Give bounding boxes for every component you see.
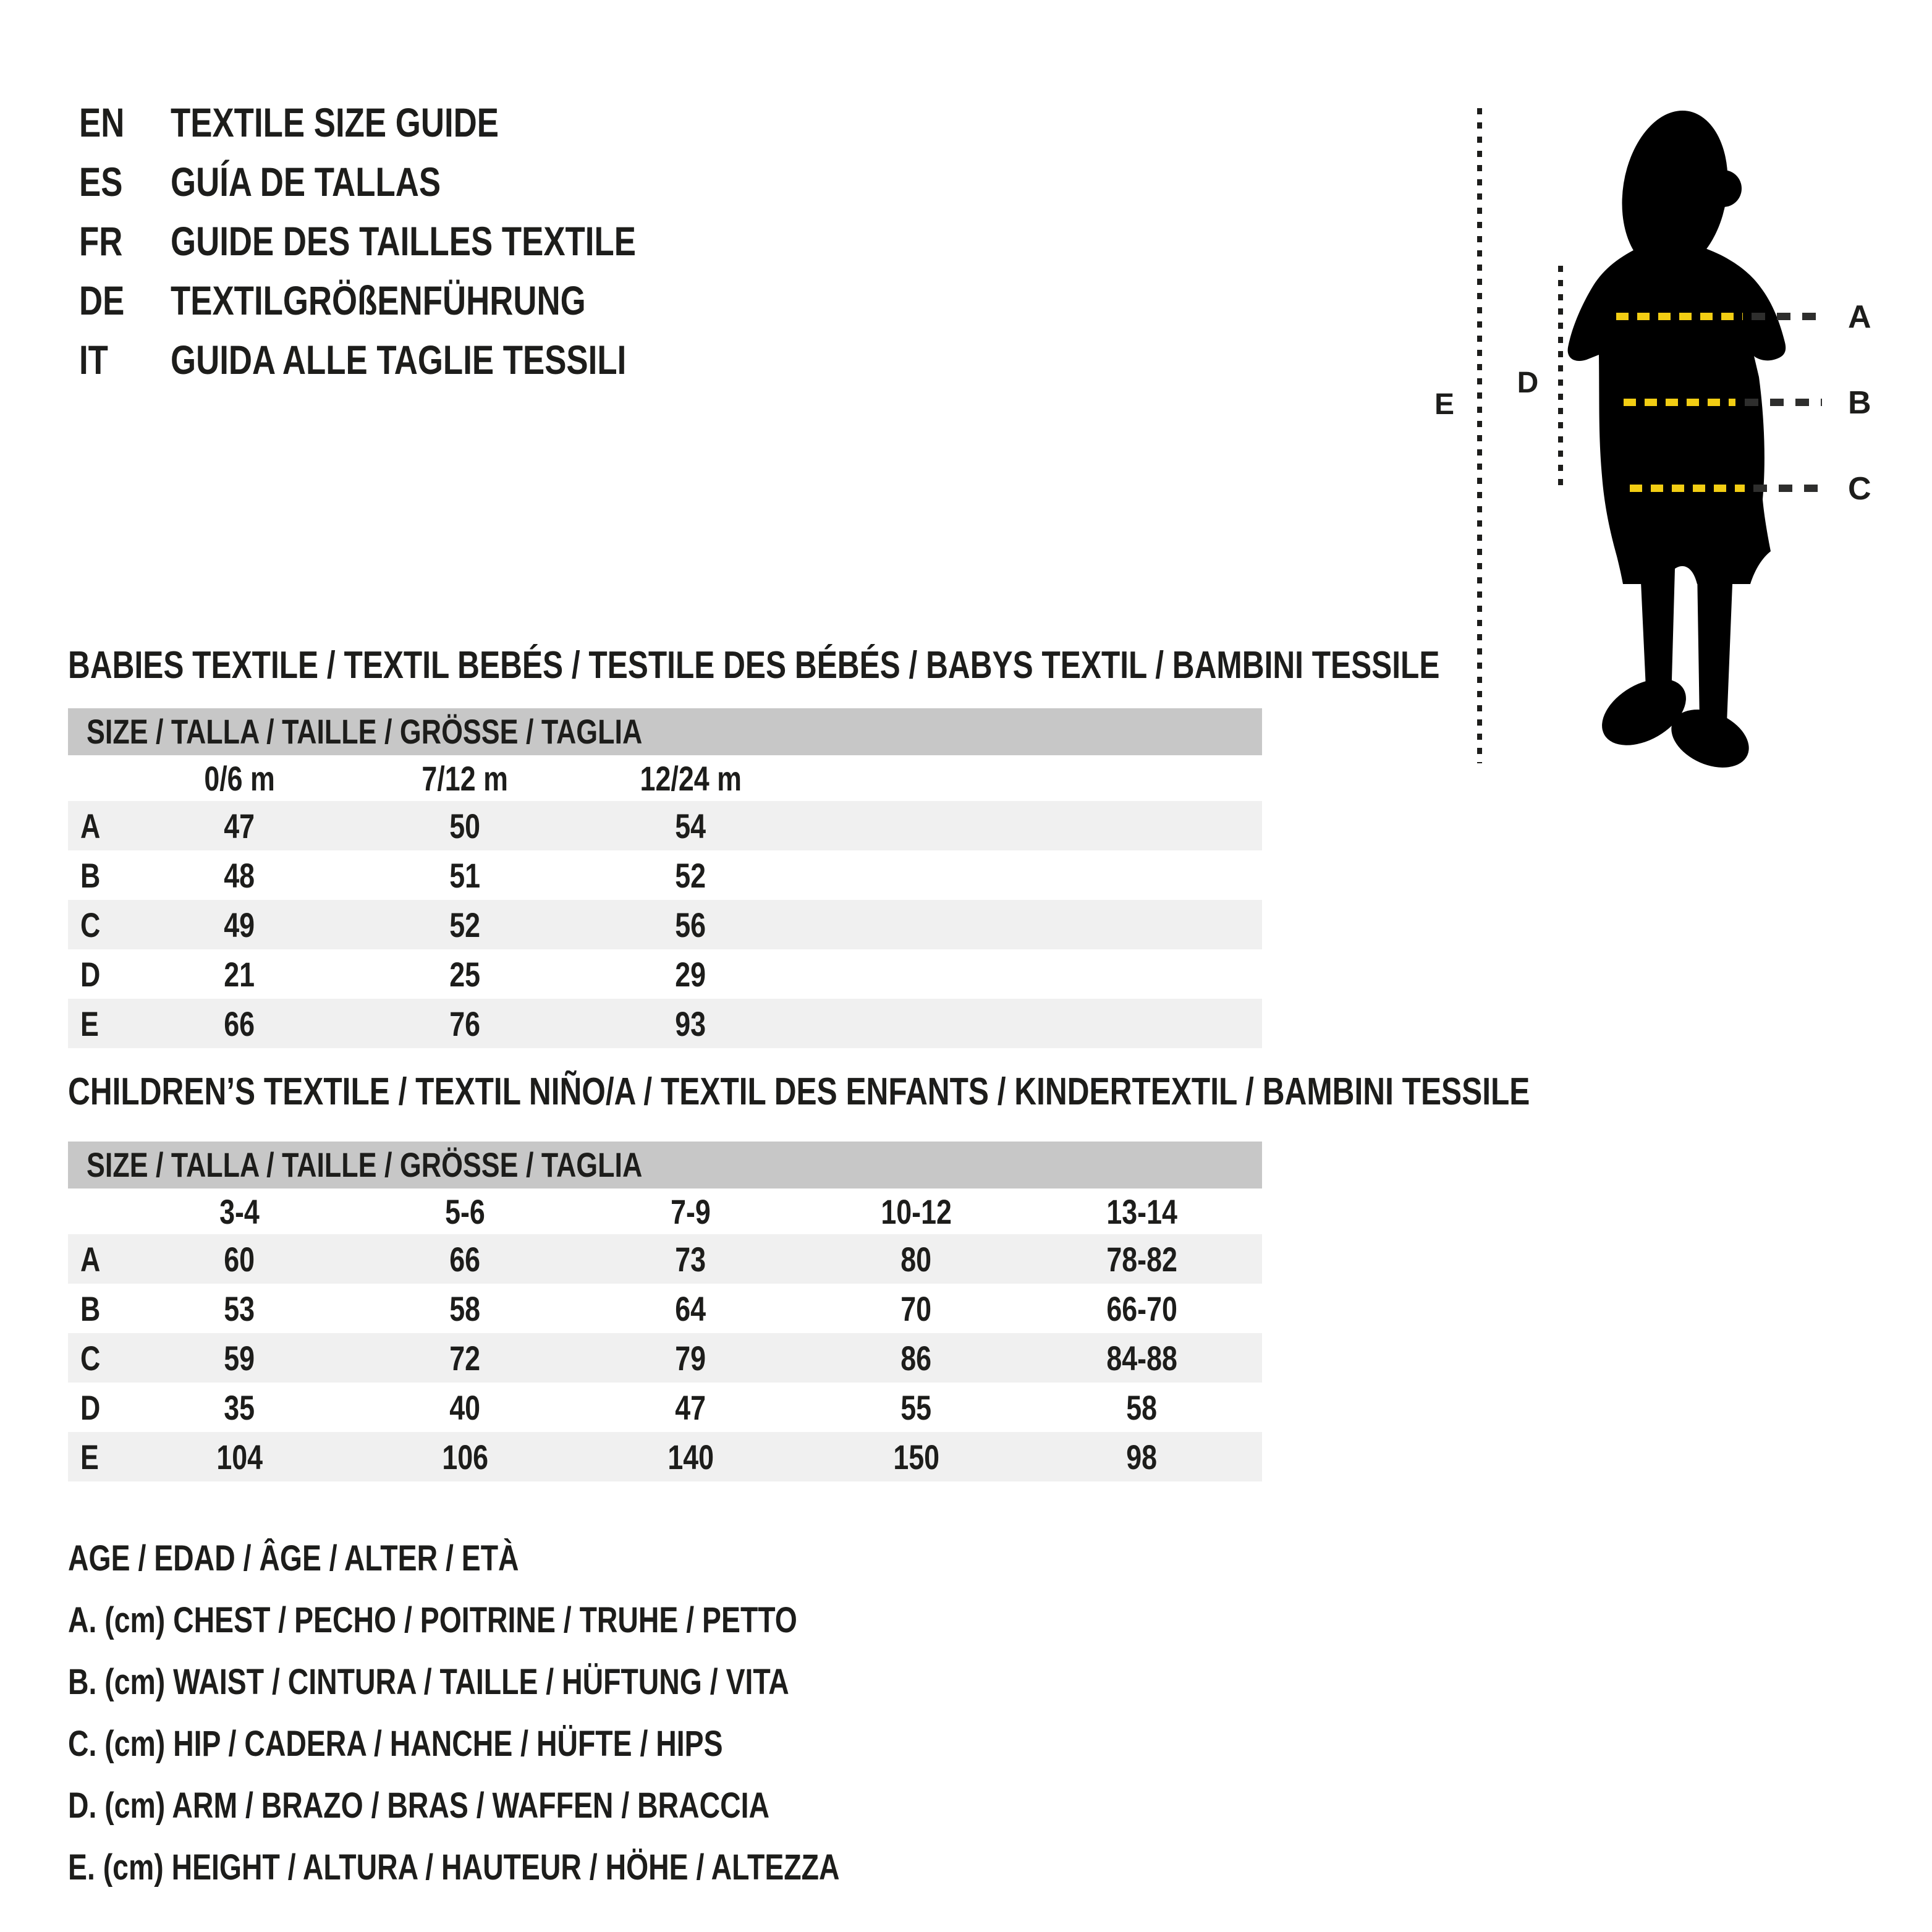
empty-cell <box>1255 1333 1262 1383</box>
babies-table-row-b <box>68 850 1262 900</box>
cell-value <box>1029 1284 1255 1333</box>
cell-value <box>127 999 352 1048</box>
row-label <box>68 801 127 850</box>
babies-column-header <box>127 755 352 801</box>
children-column-header <box>578 1188 803 1234</box>
language-title-list <box>79 93 752 389</box>
cell-value-text: 66 <box>449 1239 481 1279</box>
legend-line-hip <box>68 1713 1033 1775</box>
cell-value <box>127 801 352 850</box>
cell-value-text: 49 <box>224 905 255 944</box>
cell-value-text: 72 <box>449 1338 481 1378</box>
cell-value-text: 150 <box>893 1437 939 1477</box>
language-code-text: EN <box>79 100 125 145</box>
children-column-header-text: 13-14 <box>1106 1192 1177 1231</box>
empty-cell <box>803 900 1262 949</box>
row-label-text: A <box>80 806 101 845</box>
babies-section-title <box>68 644 1440 687</box>
cell-value <box>578 999 803 1048</box>
legend-line-chest <box>68 1590 1033 1651</box>
language-title: TEXTILGRÖßENFÜHRUNG <box>171 278 586 323</box>
cell-value-text: 104 <box>216 1437 263 1477</box>
language-code-text: IT <box>79 337 108 383</box>
cell-value <box>1029 1333 1255 1383</box>
row-label <box>68 1432 127 1481</box>
empty-cell <box>1255 1284 1262 1333</box>
cell-value-text: 25 <box>449 954 481 994</box>
legend-line-text: E. (cm) HEIGHT / ALTURA / HAUTEUR / HÖHE / ALTEZZA <box>68 1847 840 1888</box>
cell-value-text: 73 <box>675 1239 706 1279</box>
cell-value-text: 21 <box>224 954 255 994</box>
cell-value <box>127 1234 352 1284</box>
babies-column-header-text: 0/6 m <box>204 758 275 798</box>
legend-line-text: C. (cm) HIP / CADERA / HANCHE / HÜFTE / HIPS <box>68 1724 723 1764</box>
babies-table-row-a <box>68 801 1262 850</box>
cell-value-text: 79 <box>675 1338 706 1378</box>
babies-section <box>68 644 1440 1048</box>
cell-value <box>352 1333 578 1383</box>
row-label <box>68 1284 127 1333</box>
legend-line-age <box>68 1528 1033 1590</box>
cell-value-text: 52 <box>675 855 706 895</box>
cell-value-text: 53 <box>224 1289 255 1328</box>
empty-cell <box>1255 1432 1262 1481</box>
empty-cell <box>1255 1188 1262 1234</box>
cell-value <box>578 1383 803 1432</box>
cell-value <box>127 1333 352 1383</box>
row-label <box>68 999 127 1048</box>
cell-value-text: 40 <box>449 1388 481 1427</box>
row-label <box>68 1383 127 1432</box>
cell-value <box>578 900 803 949</box>
language-code-text: DE <box>79 278 125 323</box>
cell-value-text: 35 <box>224 1388 255 1427</box>
language-title: GUIDE DES TAILLES TEXTILE <box>171 218 636 264</box>
cell-value <box>352 949 578 999</box>
cell-value-text: 58 <box>1126 1388 1158 1427</box>
measure-label-e: E <box>1434 388 1455 421</box>
children-table-row-e <box>68 1432 1262 1481</box>
babies-column-header-row <box>68 755 1262 801</box>
children-table-row-b <box>68 1284 1262 1333</box>
measurement-figure-svg <box>1409 80 1932 773</box>
legend-line-text: D. (cm) ARM / BRAZO / BRAS / WAFFEN / BRACCIA <box>68 1786 770 1826</box>
children-column-header <box>352 1188 578 1234</box>
cell-value <box>578 850 803 900</box>
empty-cell <box>1255 1234 1262 1284</box>
cell-value <box>578 1234 803 1284</box>
cell-value <box>352 801 578 850</box>
empty-cell <box>803 949 1262 999</box>
row-label-text: A <box>80 1239 101 1279</box>
child-silhouette <box>1568 103 1786 773</box>
cell-value-text: 60 <box>224 1239 255 1279</box>
language-row-es <box>79 152 752 211</box>
language-row-fr <box>79 211 752 271</box>
empty-cell <box>68 755 127 801</box>
cell-value-text: 70 <box>900 1289 932 1328</box>
babies-section-title-text: BABIES TEXTILE / TEXTIL BEBÉS / TESTILE DES BÉBÉS / BABYS TEXTIL / BAMBINI TESSILE <box>68 644 1440 687</box>
row-label <box>68 949 127 999</box>
cell-value-text: 106 <box>442 1437 488 1477</box>
cell-value-text: 52 <box>449 905 481 944</box>
row-label-text: D <box>80 1388 101 1427</box>
cell-value <box>803 1383 1029 1432</box>
cell-value <box>1029 1234 1255 1284</box>
measurement-legend <box>68 1528 1033 1899</box>
cell-value <box>1029 1432 1255 1481</box>
empty-cell <box>803 801 1262 850</box>
language-title: GUÍA DE TALLAS <box>171 159 441 205</box>
babies-column-header-text: 7/12 m <box>422 758 509 798</box>
babies-table-row-d <box>68 949 1262 999</box>
row-label <box>68 1234 127 1284</box>
cell-value <box>803 1234 1029 1284</box>
cell-value <box>578 801 803 850</box>
children-column-header-text: 5-6 <box>445 1192 485 1231</box>
empty-cell <box>803 755 1262 801</box>
children-column-header <box>127 1188 352 1234</box>
legend-line-arm <box>68 1775 1033 1837</box>
cell-value <box>127 1383 352 1432</box>
cell-value-text: 56 <box>675 905 706 944</box>
language-code <box>79 158 171 205</box>
cell-value <box>803 1284 1029 1333</box>
babies-table-row-e <box>68 999 1262 1048</box>
children-table-row-c <box>68 1333 1262 1383</box>
cell-value-text: 140 <box>667 1437 714 1477</box>
cell-value-text: 76 <box>449 1004 481 1043</box>
cell-value <box>352 850 578 900</box>
babies-size-header-bar <box>68 708 1262 755</box>
cell-value-text: 29 <box>675 954 706 994</box>
cell-value <box>803 1432 1029 1481</box>
cell-value-text: 98 <box>1126 1437 1158 1477</box>
cell-value <box>127 1432 352 1481</box>
legend-line-text: AGE / EDAD / ÂGE / ALTER / ETÀ <box>68 1538 519 1578</box>
language-row-it <box>79 330 752 389</box>
babies-column-header-text: 12/24 m <box>640 758 742 798</box>
cell-value-text: 58 <box>449 1289 481 1328</box>
children-size-header-text: SIZE / TALLA / TAILLE / GRÖSSE / TAGLIA <box>87 1145 643 1184</box>
measure-label-d: D <box>1517 366 1539 399</box>
measurement-figure <box>1409 80 1932 773</box>
babies-size-header-text: SIZE / TALLA / TAILLE / GRÖSSE / TAGLIA <box>87 712 643 751</box>
cell-value-text: 50 <box>449 806 481 845</box>
row-label-text: E <box>80 1437 99 1477</box>
cell-value <box>352 1234 578 1284</box>
empty-cell <box>68 1188 127 1234</box>
children-column-header-text: 3-4 <box>219 1192 260 1231</box>
language-title: GUIDA ALLE TAGLIE TESSILI <box>171 337 627 383</box>
babies-column-header <box>352 755 578 801</box>
row-label-text: C <box>80 1338 101 1378</box>
cell-value <box>127 1284 352 1333</box>
legend-line-waist <box>68 1651 1033 1713</box>
cell-value-text: 51 <box>449 855 481 895</box>
row-label-text: C <box>80 905 101 944</box>
children-section-title-text: CHILDREN’S TEXTILE / TEXTIL NIÑO/A / TEXTIL DES ENFANTS / KINDERTEXTIL / BAMBINI TESSILE <box>68 1070 1530 1113</box>
cell-value <box>352 1383 578 1432</box>
cell-value-text: 54 <box>675 806 706 845</box>
measure-label-b: B <box>1848 385 1871 421</box>
cell-value <box>127 900 352 949</box>
language-title: TEXTILE SIZE GUIDE <box>171 100 499 145</box>
cell-value-text: 80 <box>900 1239 932 1279</box>
measure-label-a: A <box>1848 299 1871 335</box>
children-table-row-a <box>68 1234 1262 1284</box>
row-label <box>68 850 127 900</box>
cell-value <box>578 949 803 999</box>
children-column-header-text: 10-12 <box>881 1192 952 1231</box>
children-column-header-row <box>68 1188 1262 1234</box>
cell-value-text: 55 <box>900 1388 932 1427</box>
legend-line-text: A. (cm) CHEST / PECHO / POITRINE / TRUHE / PETTO <box>68 1600 797 1640</box>
babies-table-row-c <box>68 900 1262 949</box>
cell-value <box>352 1284 578 1333</box>
legend-line-text: B. (cm) WAIST / CINTURA / TAILLE / HÜFTUNG / VITA <box>68 1662 789 1702</box>
row-label <box>68 900 127 949</box>
legend-line-height <box>68 1837 1033 1899</box>
language-code <box>79 99 171 146</box>
cell-value <box>803 1333 1029 1383</box>
row-label-text: E <box>80 1004 99 1043</box>
cell-value <box>1029 1383 1255 1432</box>
cell-value <box>578 1432 803 1481</box>
cell-value-text: 66-70 <box>1106 1289 1177 1328</box>
babies-column-header <box>578 755 803 801</box>
cell-value-text: 66 <box>224 1004 255 1043</box>
cell-value <box>578 1333 803 1383</box>
cell-value <box>127 850 352 900</box>
row-label-text: B <box>80 1289 101 1328</box>
language-code <box>79 218 171 265</box>
cell-value-text: 59 <box>224 1338 255 1378</box>
children-column-header-text: 7-9 <box>671 1192 711 1231</box>
cell-value <box>578 1284 803 1333</box>
language-code-text: ES <box>79 159 123 205</box>
children-size-header-bar <box>68 1142 1262 1188</box>
cell-value-text: 47 <box>675 1388 706 1427</box>
children-column-header <box>803 1188 1029 1234</box>
cell-value <box>352 999 578 1048</box>
cell-value-text: 64 <box>675 1289 706 1328</box>
language-row-de <box>79 271 752 330</box>
cell-value-text: 78-82 <box>1106 1239 1177 1279</box>
language-code <box>79 277 171 324</box>
language-row-en <box>79 93 752 152</box>
cell-value-text: 84-88 <box>1106 1338 1177 1378</box>
children-column-header <box>1029 1188 1255 1234</box>
cell-value <box>127 949 352 999</box>
language-code <box>79 336 171 383</box>
silhouette-body <box>1568 246 1786 584</box>
children-section <box>68 1070 1530 1481</box>
children-section-title <box>68 1070 1530 1114</box>
row-label <box>68 1333 127 1383</box>
cell-value-text: 47 <box>224 806 255 845</box>
measure-label-c: C <box>1848 471 1871 507</box>
cell-value-text: 48 <box>224 855 255 895</box>
empty-cell <box>803 999 1262 1048</box>
children-table-row-d <box>68 1383 1262 1432</box>
empty-cell <box>803 850 1262 900</box>
cell-value-text: 86 <box>900 1338 932 1378</box>
row-label-text: D <box>80 954 101 994</box>
row-label-text: B <box>80 855 101 895</box>
empty-cell <box>1255 1383 1262 1432</box>
cell-value-text: 93 <box>675 1004 706 1043</box>
silhouette-right-leg <box>1697 569 1733 723</box>
cell-value <box>352 900 578 949</box>
cell-value <box>352 1432 578 1481</box>
silhouette-ear <box>1705 170 1742 207</box>
language-code-text: FR <box>79 218 123 264</box>
